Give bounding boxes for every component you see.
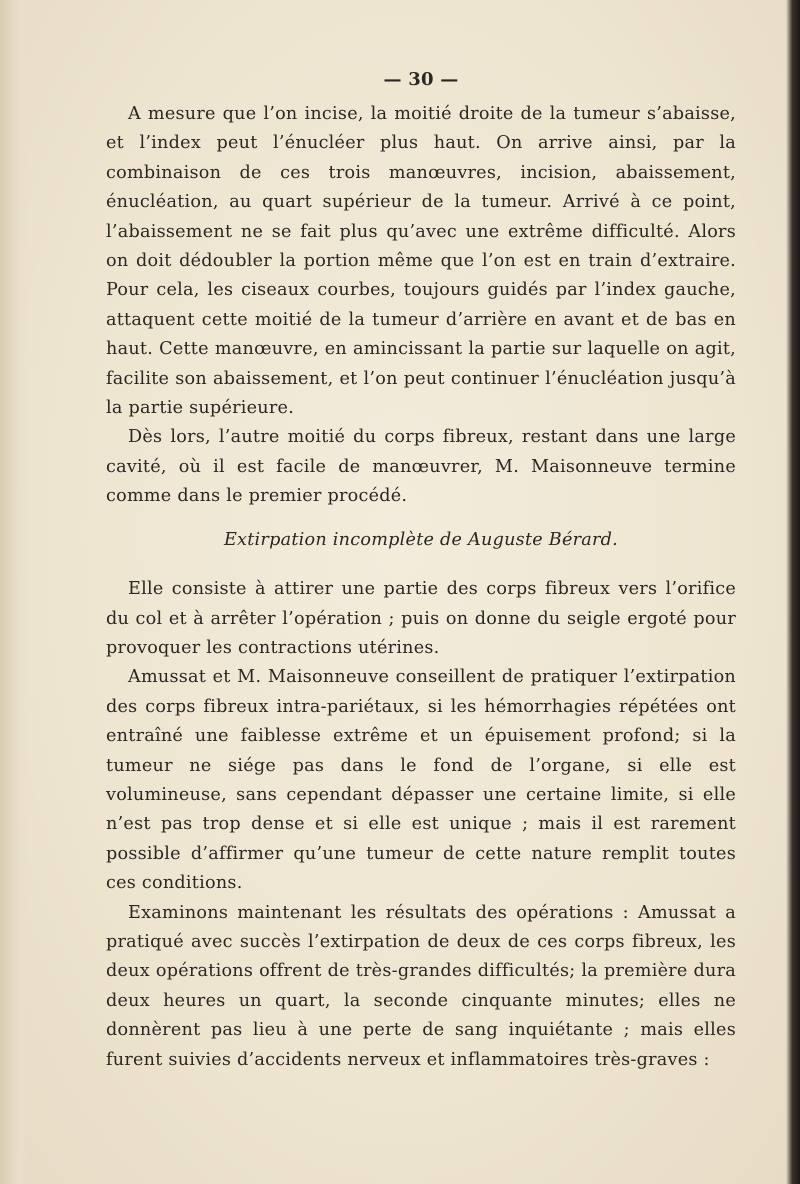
page-left-edge-shadow [0, 0, 28, 1184]
paragraph-indications: Amussat et M. Maisonneuve conseillent de pratiquer l’extirpation des corps fibreux intra-pariétaux, si les hémorrhagies répétées ont entraîné une faiblesse extrême et un épuisement profond; si la tumeur ne siége pas dans le fond de l’organe, si elle est volumineuse, sans cependant dépasser une certaine limite, si elle n’est pas trop dense et si elle est unique ; mais il est rarement possible d’affirmer qu’une tumeur de cette nature remplit toutes ces conditions. [106, 667, 736, 894]
page-number: — 30 — [383, 69, 459, 90]
paragraph-enucleation: A mesure que l’on incise, la moitié droite de la tumeur s’abaisse, et l’index peut l’énucléer plus haut. On arrive ainsi, par la combinaison de ces trois manœuvres, incision, abaissement, énucléation, au quart supérieur de la tumeur. Arrivé à ce point, l’abaissement ne se fait plus qu’avec une extrême difficulté. Alors on doit dédoubler la portion même que l’on est en train d’extraire. Pour cela, les ciseaux courbes, toujours guidés par l’index gauche, attaquent cette moitié de la tumeur d’arrière en avant et de bas en haut. Cette manœuvre, en amincissant la partie sur laquelle on agit, facilite son abaissement, et l’on peut continuer l’énucléation jusqu’à la partie supérieure. [106, 104, 736, 419]
page-text-block [106, 66, 736, 1075]
paragraph-extirpation-method: Elle consiste à attirer une partie des corps fibreux vers l’orifice du col et à arrêter l’opération ; puis on donne du seigle ergoté pour provoquer les contractions utérines. [106, 579, 736, 658]
paragraph-results: Examinons maintenant les résultats des opérations : Amussat a pratiqué avec succès l’extirpation de deux de ces corps fibreux, les deux opérations offrent de très-grandes difficultés; la première dura deux heures un quart, la seconde cinquante minutes; elles ne donnèrent pas lieu à une perte de sang inquiétante ; mais elles furent suivies d’accidents nerveux et inflammatoires très-graves : [106, 902, 736, 1070]
section-subtitle: Extirpation incomplète de Auguste Bérard. [223, 529, 619, 550]
paragraph-maisonneuve: Dès lors, l’autre moitié du corps fibreux, restant dans une large cavité, où il est facile de manœuvrer, M. Maisonneuve termine comme dans le premier procédé. [106, 427, 736, 507]
page-right-edge-shadow [786, 0, 800, 1184]
